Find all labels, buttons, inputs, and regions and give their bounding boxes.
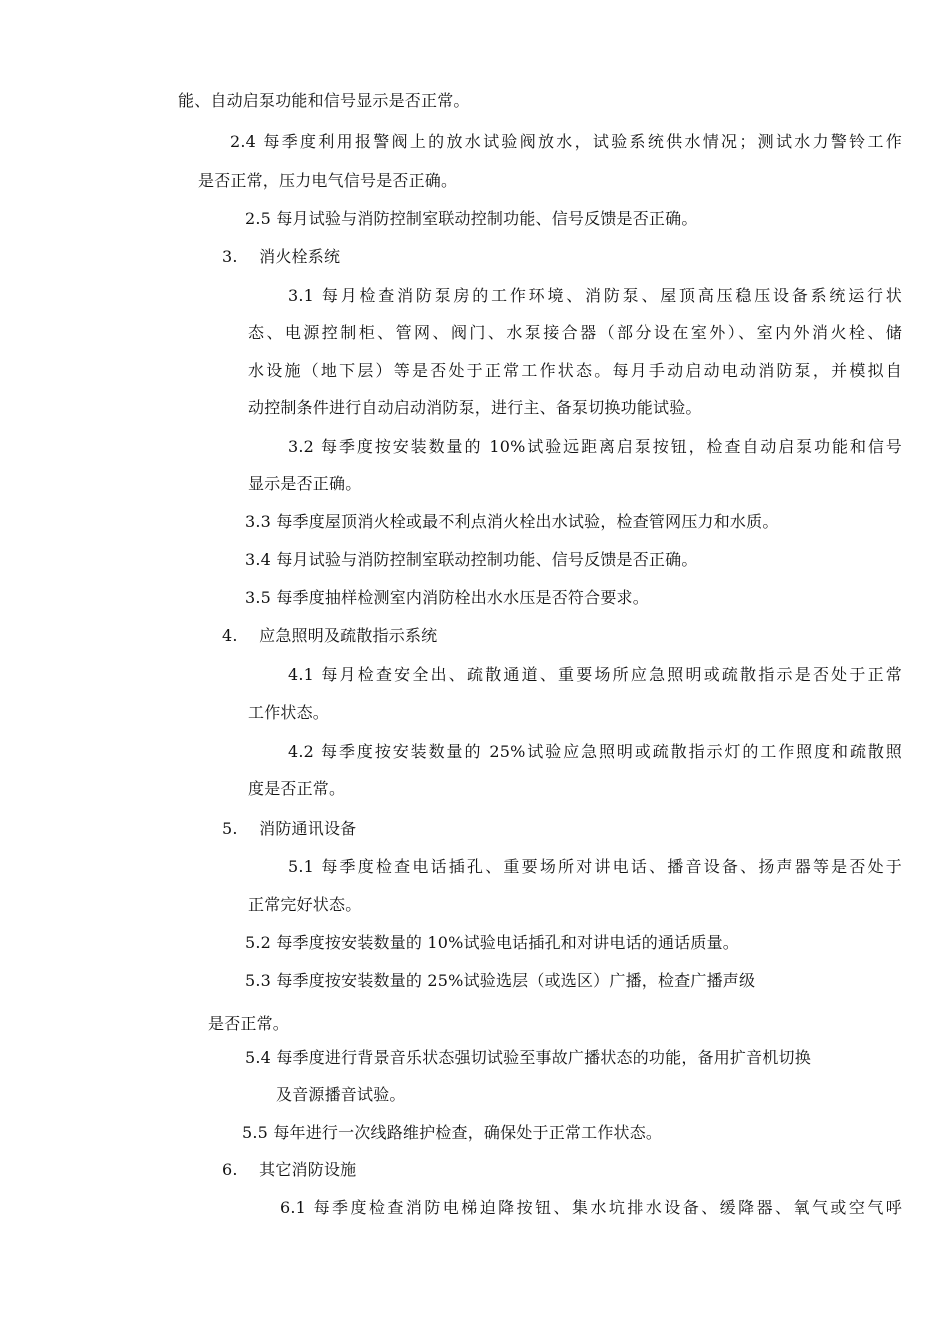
text-line: 度是否正常。 <box>248 779 346 798</box>
text-line: 5.2 每季度按安装数量的 10%试验电话插孔和对讲电话的通话质量。 <box>245 933 739 952</box>
text-line: 3.4 每月试验与消防控制室联动控制功能、信号反馈是否正确。 <box>245 550 698 569</box>
text-line: 显示是否正确。 <box>248 474 362 493</box>
text-line: 5.4 每季度进行背景音乐状态强切试验至事故广播状态的功能，备用扩音机切换 <box>245 1048 811 1067</box>
section-heading: 3. 消火栓系统 <box>222 247 341 266</box>
text-line: 是否正常，压力电气信号是否正确。 <box>198 171 458 190</box>
text-line: 2.5 每月试验与消防控制室联动控制功能、信号反馈是否正确。 <box>245 209 698 228</box>
section-heading: 6. 其它消防设施 <box>222 1160 357 1179</box>
text-line: 6.1 每季度检查消防电梯迫降按钮、集水坑排水设备、缓降器、氧气或空气呼 <box>280 1198 902 1217</box>
text-line: 动控制条件进行自动启动消防泵，进行主、备泵切换功能试验。 <box>248 398 702 417</box>
text-line: 5.1 每季度检查电话插孔、重要场所对讲电话、播音设备、扬声器等是否处于 <box>288 857 902 876</box>
text-line: 能、自动启泵功能和信号显示是否正常。 <box>178 91 470 110</box>
text-line: 态、电源控制柜、管网、阀门、水泵接合器（部分设在室外）、室内外消火栓、储 <box>248 323 902 342</box>
text-line: 工作状态。 <box>248 703 330 722</box>
text-line: 是否正常。 <box>208 1014 290 1033</box>
text-line: 3.3 每季度屋顶消火栓或最不利点消火栓出水试验，检查管网压力和水质。 <box>245 512 779 531</box>
text-line: 正常完好状态。 <box>248 895 362 914</box>
section-heading: 4. 应急照明及疏散指示系统 <box>222 626 438 645</box>
text-line: 5.3 每季度按安装数量的 25%试验选层（或选区）广播，检查广播声级 <box>245 971 756 990</box>
text-line: 4.2 每季度按安装数量的 25%试验应急照明或疏散指示灯的工作照度和疏散照 <box>288 742 902 761</box>
text-line: 4.1 每月检查安全出、疏散通道、重要场所应急照明或疏散指示是否处于正常 <box>288 665 902 684</box>
text-line: 水设施（地下层）等是否处于正常工作状态。每月手动启动电动消防泵，并模拟自 <box>248 361 902 380</box>
text-line: 2.4 每季度利用报警阀上的放水试验阀放水，试验系统供水情况；测试水力警铃工作 <box>230 132 902 151</box>
text-line: 3.1 每月检查消防泵房的工作环境、消防泵、屋顶高压稳压设备系统运行状 <box>288 286 902 305</box>
text-line: 3.2 每季度按安装数量的 10%试验远距离启泵按钮，检查自动启泵功能和信号 <box>288 437 902 456</box>
section-heading: 5. 消防通讯设备 <box>222 819 357 838</box>
text-line: 3.5 每季度抽样检测室内消防栓出水水压是否符合要求。 <box>245 588 649 607</box>
text-line: 5.5 每年进行一次线路维护检查，确保处于正常工作状态。 <box>242 1123 663 1142</box>
text-line: 及音源播音试验。 <box>276 1085 406 1104</box>
